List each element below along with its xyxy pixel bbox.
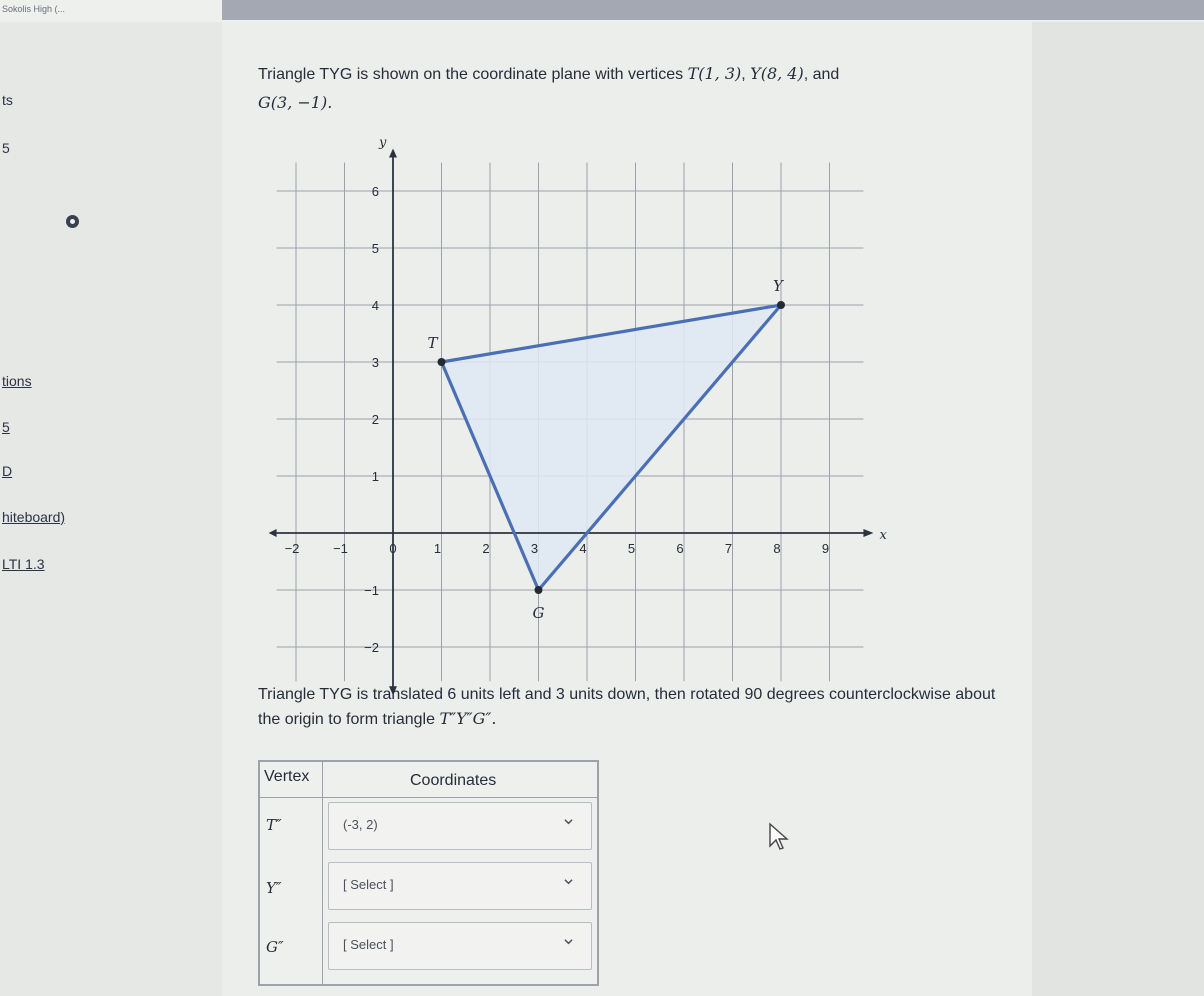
- sidebar: [0, 22, 222, 996]
- right-margin: [1032, 22, 1204, 996]
- transformation-prompt: [258, 683, 1018, 732]
- sidebar-item-2[interactable]: 5: [2, 140, 10, 156]
- y-tick-label: −2: [364, 640, 379, 655]
- point-g: [535, 586, 543, 594]
- x-tick-label: 8: [773, 541, 781, 556]
- chevron-down-icon: [564, 937, 573, 946]
- header-coordinates: Coordinates: [410, 772, 497, 789]
- question-prompt: Triangle TYG is shown on the coordinate plane with vertices T(1, 3), Y(8, 4), and G(3, −1).: [258, 64, 840, 112]
- y-tick-label: 6: [371, 184, 379, 199]
- image-triangle-name: T″Y″G″.: [439, 709, 497, 728]
- x-tick-label: 3: [530, 541, 539, 556]
- y-tick-label: 4: [371, 298, 379, 313]
- select-g-value: [ Select ]: [343, 937, 394, 952]
- select-y-coordinates[interactable]: [328, 862, 592, 910]
- select-y-value: [ Select ]: [343, 877, 394, 892]
- y-tick-label: 1: [371, 469, 379, 484]
- column-divider: [322, 762, 323, 984]
- y-tick-label: 2: [371, 412, 379, 427]
- chevron-down-icon: [564, 817, 573, 826]
- y-axis-label: y: [379, 135, 387, 151]
- answer-table: [258, 760, 599, 986]
- row-g-vertex: G″: [266, 938, 284, 956]
- vertex-t-coords: T(1, 3): [687, 64, 742, 83]
- y-tick-label: 3: [371, 355, 379, 370]
- x-tick-label: −1: [333, 541, 348, 556]
- browser-bar: [0, 0, 1204, 23]
- row-y-vertex: Y″: [266, 879, 282, 897]
- point-y: [777, 301, 785, 309]
- header-divider: [260, 797, 597, 798]
- select-t-value: (-3, 2): [343, 817, 378, 832]
- sidebar-item-whiteboard[interactable]: hiteboard): [2, 509, 66, 525]
- row-t-vertex: T″: [266, 816, 282, 834]
- chevron-down-icon: [564, 877, 573, 886]
- x-axis-label: x: [879, 528, 887, 543]
- x-tick-label: 6: [676, 541, 684, 556]
- sidebar-item-3[interactable]: tions: [2, 373, 32, 389]
- x-tick-label: 9: [821, 541, 830, 556]
- x-tick-label: 4: [579, 541, 587, 556]
- point-t: [438, 358, 446, 366]
- y-tick-label: −1: [364, 583, 379, 598]
- sidebar-item-5[interactable]: D: [2, 463, 13, 479]
- row-label-y: [266, 879, 282, 897]
- select-g-coordinates[interactable]: [328, 922, 592, 970]
- x-tick-label: 0: [389, 541, 397, 556]
- select-t-coordinates[interactable]: [328, 802, 592, 850]
- mouse-cursor-icon: [768, 822, 790, 852]
- sidebar-item-1[interactable]: ts: [2, 92, 13, 108]
- x-tick-label: 5: [627, 541, 636, 556]
- header-vertex: Vertex: [264, 768, 310, 785]
- point-y-label: Y: [773, 277, 783, 295]
- row-label-g: [266, 938, 284, 956]
- x-tick-label: 1: [433, 541, 442, 556]
- coordinate-plane: [248, 135, 887, 680]
- transformation-text: Triangle TYG is translated 6 units left and 3 units down, then rotated 90 degrees counterclockwise about the origin to form triangle: [258, 686, 996, 728]
- tab-title[interactable]: Sokolis High (...: [2, 4, 66, 14]
- sidebar-item-lti[interactable]: LTI 1.3: [2, 556, 45, 572]
- prompt-and: , and: [803, 66, 840, 83]
- prompt-intro: Triangle TYG is shown on the coordinate plane with vertices: [258, 66, 684, 83]
- point-t-label: T: [427, 334, 438, 352]
- point-g-label: G: [532, 604, 545, 622]
- row-label-t: [266, 816, 282, 834]
- sidebar-item-4[interactable]: 5: [2, 419, 10, 435]
- y-tick-label: 5: [371, 241, 379, 256]
- vertex-y-coords: Y(8, 4): [750, 64, 804, 83]
- x-tick-label: 7: [724, 541, 733, 556]
- tab-strip: [222, 0, 1204, 20]
- notification-dot-icon: [66, 215, 79, 228]
- x-tick-label: 2: [482, 541, 490, 556]
- x-tick-label: −2: [284, 541, 300, 556]
- vertex-g-coords: G(3, −1).: [258, 93, 333, 112]
